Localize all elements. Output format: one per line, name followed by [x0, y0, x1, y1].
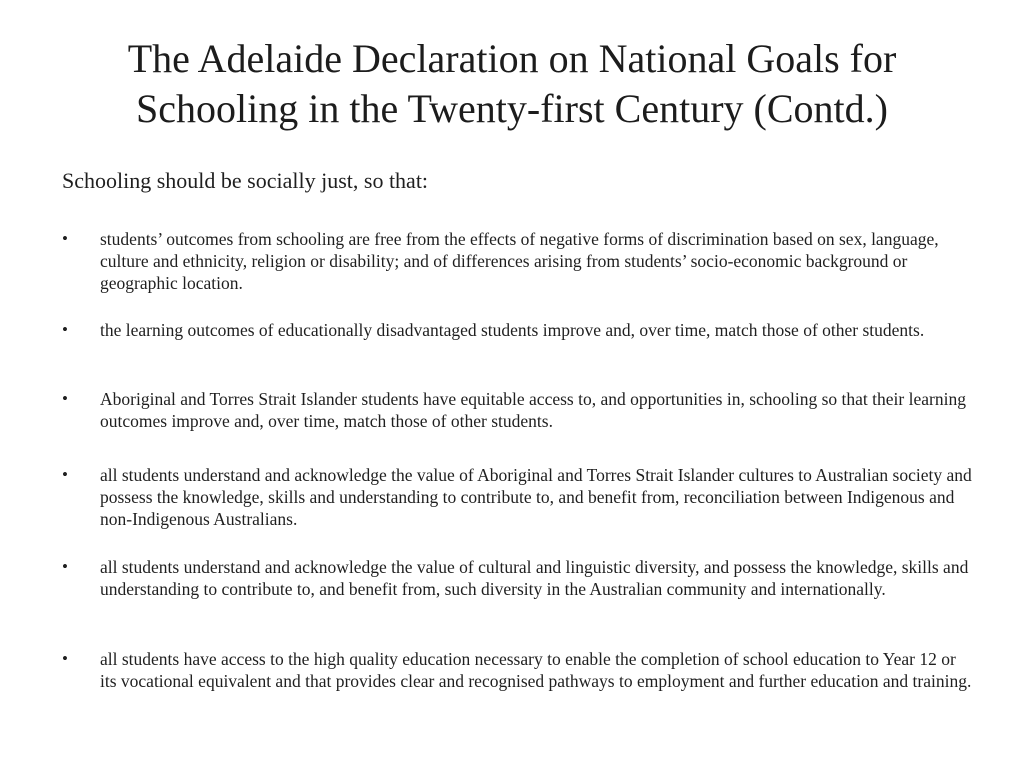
bullet-text: all students have access to the high quality education necessary to enable the completion of school education to Year 12 or its vocational equivalent and that provides clear and recognised pathways to employment and further education and training.: [100, 649, 972, 691]
list-item: [62, 648, 972, 692]
bullet-icon: •: [62, 320, 68, 339]
bullet-text: Aboriginal and Torres Strait Islander students have equitable access to, and opportunities in, schooling so that their learning outcomes improve and, over time, match those of other students.: [100, 389, 966, 431]
bullet-icon: •: [62, 465, 68, 484]
slide-title: [40, 34, 984, 134]
bullet-icon: •: [62, 229, 68, 248]
bullet-text: all students understand and acknowledge the value of cultural and linguistic diversity, and possess the knowledge, skills and understanding to contribute to, and benefit from, such diversity in the Australian community and internationally.: [100, 557, 969, 599]
list-item: [62, 228, 972, 294]
list-item: [62, 388, 972, 432]
bullet-icon: •: [62, 389, 68, 408]
list-item: [62, 464, 972, 530]
bullet-text: students’ outcomes from schooling are free from the effects of negative forms of discrimination based on sex, language, culture and ethnicity, religion or disability; and of differences arising from students’ socio-economic background or geographic location.: [100, 229, 939, 293]
bullet-icon: •: [62, 649, 68, 668]
list-item: [62, 319, 972, 341]
list-item: [62, 556, 972, 600]
bullet-text: the learning outcomes of educationally disadvantaged students improve and, over time, match those of other students.: [100, 320, 925, 340]
slide-title-line-2: Schooling in the Twenty-first Century (Contd.): [136, 86, 888, 131]
intro-text: Schooling should be socially just, so that:: [62, 168, 429, 193]
slide-title-line-1: The Adelaide Declaration on National Goals for: [127, 36, 897, 81]
bullet-text: all students understand and acknowledge the value of Aboriginal and Torres Strait Islander cultures to Australian society and possess the knowledge, skills and understanding to contribute to, and benefit from, reconciliation between Indigenous and non-Indigenous Australians.: [100, 465, 972, 529]
bullet-icon: •: [62, 557, 68, 576]
